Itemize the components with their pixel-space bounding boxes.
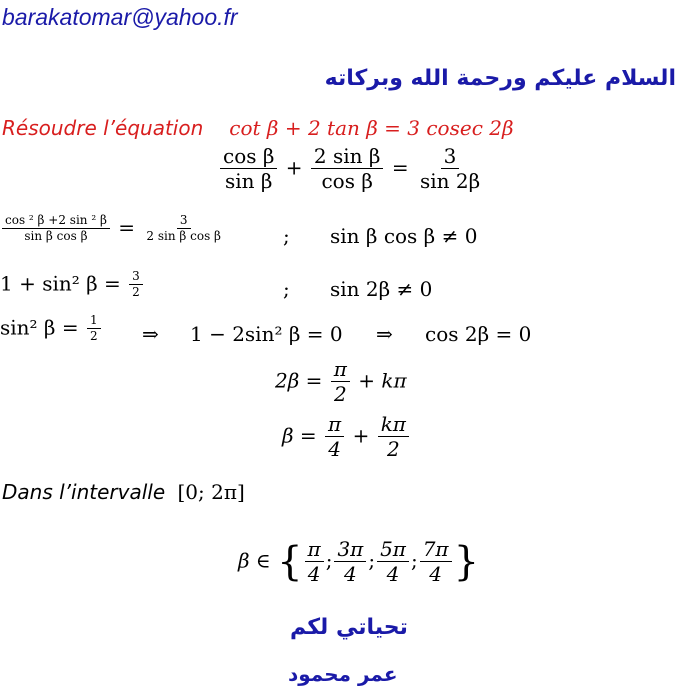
numerator: 3 (441, 145, 460, 169)
fraction (325, 413, 344, 461)
denominator: 4 (344, 562, 357, 587)
step-5 (275, 358, 407, 406)
denominator: 2 (386, 437, 400, 462)
numerator: 3π (334, 538, 366, 562)
denominator: sin β cos β (24, 229, 88, 244)
numerator: 5π (377, 538, 409, 562)
denominator: 2 (89, 329, 98, 344)
fraction (143, 214, 224, 244)
numerator: π (325, 413, 344, 437)
fraction (417, 145, 483, 193)
numerator: cos β (220, 145, 277, 169)
operator: + (285, 155, 303, 180)
denominator: cos β (321, 169, 373, 194)
step-3 (0, 270, 145, 300)
expression: β ∈ (238, 548, 271, 573)
denominator: 2 (333, 382, 347, 407)
step-2 (0, 214, 226, 244)
email-address: barakatomar@yahoo.fr (2, 4, 238, 30)
problem-label: Résoudre l’équation (2, 116, 204, 140)
denominator: 2 sin β cos β (146, 229, 221, 244)
numerator: π (331, 358, 350, 382)
problem-equation: cot β + 2 tan β = 3 cosec 2β (229, 116, 514, 140)
arabic-greeting: السلام عليكم ورحمة الله وبركاته (324, 66, 676, 91)
condition: sin 2β ≠ 0 (330, 277, 433, 301)
expression: + kπ (358, 368, 407, 393)
expression: sin² β = (0, 315, 79, 340)
signature-name: عمر محمود (288, 662, 398, 686)
denominator: 4 (328, 437, 341, 462)
fraction (2, 214, 110, 244)
operator: = (118, 215, 136, 240)
interval-line (2, 480, 245, 504)
fraction (334, 538, 366, 586)
numerator: 1 (87, 314, 101, 329)
expression: cos 2β = 0 (425, 322, 532, 346)
expression: β = (282, 423, 317, 448)
separator: ; (368, 548, 376, 573)
denominator: sin 2β (419, 169, 481, 194)
denominator: 4 (307, 562, 321, 587)
denominator: 4 (386, 562, 400, 587)
close-brace: } (453, 538, 480, 585)
step-4 (0, 314, 103, 344)
implies-arrow: ⇒ (376, 322, 393, 346)
fraction (87, 314, 101, 344)
numerator: 2 sin β (311, 145, 384, 169)
fraction (378, 413, 409, 461)
separator: ; (325, 548, 333, 573)
operator: + (352, 423, 370, 448)
open-brace: { (277, 538, 303, 585)
numerator: 7π (420, 538, 452, 562)
separator: ; (283, 224, 290, 248)
operator: = (391, 155, 409, 180)
step-1 (218, 145, 485, 193)
implies-arrow: ⇒ (142, 322, 159, 346)
expression: 2β = (275, 368, 323, 393)
separator: ; (410, 548, 418, 573)
fraction (377, 538, 409, 586)
expression: 1 − 2sin² β = 0 (190, 322, 343, 346)
numerator: cos ² β +2 sin ² β (2, 214, 110, 229)
interval-value: [0; 2π] (177, 480, 245, 504)
signature-greeting: تحياتي لكم (290, 615, 408, 640)
denominator: 4 (429, 562, 442, 587)
fraction (331, 358, 350, 406)
fraction (420, 538, 452, 586)
numerator: π (305, 538, 324, 562)
numerator: kπ (378, 413, 409, 437)
denominator: 2 (132, 285, 140, 300)
numerator: 3 (129, 270, 143, 285)
fraction (129, 270, 143, 300)
denominator: sin β (224, 169, 273, 194)
interval-label: Dans l’intervalle (2, 480, 166, 504)
solution-set (238, 538, 479, 586)
numerator: 3 (177, 214, 191, 229)
separator: ; (283, 277, 290, 301)
step-6 (282, 413, 411, 461)
fraction (220, 145, 277, 193)
expression: 1 + sin² β = (0, 271, 121, 296)
condition: sin β cos β ≠ 0 (330, 224, 478, 248)
problem-statement (2, 116, 514, 140)
fraction (311, 145, 384, 193)
fraction (305, 538, 324, 586)
